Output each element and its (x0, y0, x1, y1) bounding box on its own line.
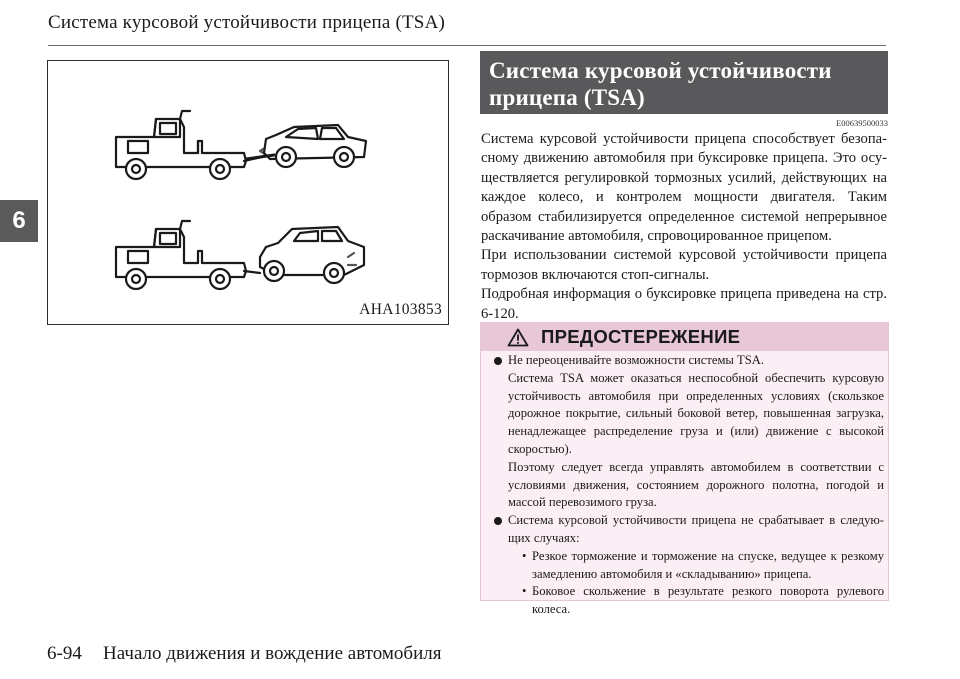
bottom-truck-drawing (116, 221, 260, 289)
bullet-icon (494, 357, 502, 365)
warning-item-lead: Система курсовой устойчивости прицепа не срабатывает в следующих случаях: (508, 513, 884, 545)
warning-triangle-icon (507, 328, 529, 347)
warning-subitem-text: Боковое скольжение в результате резкого поворота рулевого колеса. (532, 584, 884, 617)
page-number: 6-94 (47, 643, 82, 664)
body-paragraph: Система курсовой устойчивости прицепа способствует безопасному движению автомобиля при буксировке прицепа. Это осуществляется регулировкой тормозных усилий, действующих на каждое колесо, и контролем мощности двигателя. Таким образом стабилизируется определенное системой непрерывное раскачивание автомобиля, спровоцированное прицепом. (481, 131, 887, 245)
section-body (481, 130, 887, 324)
sub-bullet-icon: • (522, 548, 527, 563)
bullet-icon (494, 517, 502, 525)
body-paragraph: При использовании системой курсовой устойчивости прицепа тормозов включаются стоп-сигналы. (481, 247, 887, 283)
top-car-drawing (246, 125, 366, 167)
warning-subitem (508, 583, 884, 619)
warning-subitem-text: Резкое торможение и торможение на спуске, ведущее к резкому замедлению автомобиля и «складыванию» прицепа. (532, 548, 884, 581)
body-paragraph: Подробная информация о буксировке прицепа приведена на стр. 6-120. (481, 286, 887, 322)
header-divider (48, 45, 886, 46)
warning-body (494, 352, 884, 619)
warning-item-text: Поэтому следует всегда управлять автомобилем в соответствии с условиями движения, состоянием дорожного полотна, погодой и массой перевозимого груза. (508, 459, 884, 510)
figure-code: AHA103853 (359, 301, 442, 318)
warning-subitem (508, 548, 884, 584)
top-truck-drawing (116, 111, 270, 179)
document-code: E00639500033 (836, 118, 888, 128)
warning-header (481, 323, 888, 351)
warning-item (494, 352, 884, 512)
running-header-title: Система курсовой устойчивости прицепа (TSA) (48, 12, 446, 33)
section-title: Система курсовой устойчивости прицепа (TSA) (480, 51, 888, 114)
warning-item-text: Система TSA может оказаться неспособной обеспечить курсовую устойчивость автомобиля при определенных условиях (скользкое дорожное покрытие, сильный боковой ветер, повышенная загрузка, ненадлежащее распределение груза и (или) движение с высокой скоростью). (508, 370, 884, 456)
figure-box (47, 60, 449, 325)
tow-truck-and-trailer-illustration (48, 61, 450, 326)
warning-title: ПРЕДОСТЕРЕЖЕНИЕ (541, 326, 741, 347)
warning-box (480, 322, 889, 617)
sub-bullet-icon: • (522, 584, 527, 599)
warning-item (494, 512, 884, 619)
chapter-tab[interactable]: 6 (0, 200, 38, 242)
footer-chapter-title: Начало движения и вождение автомобиля (103, 643, 442, 664)
bottom-car-drawing (260, 227, 364, 283)
warning-item-lead: Не переоценивайте возможности системы TSA. (508, 353, 764, 367)
